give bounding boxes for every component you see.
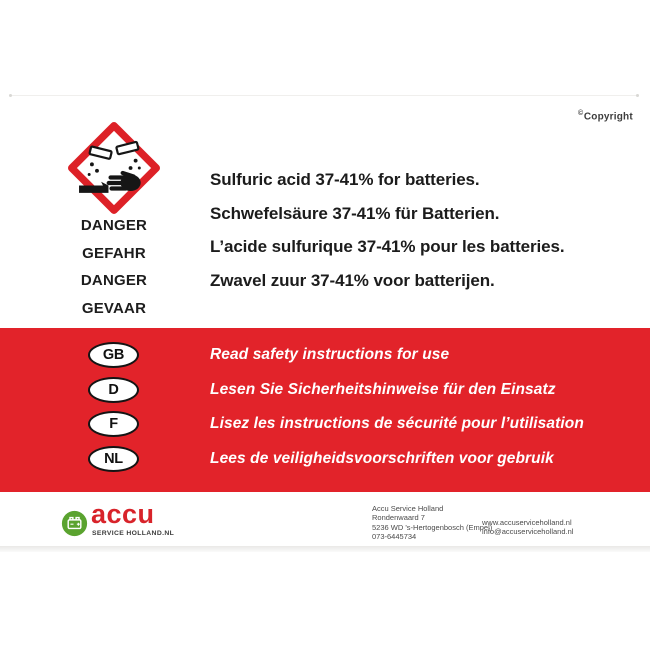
signal-word-fr: DANGER [80, 272, 148, 290]
instruction-text-d: Lesen Sie Sicherheitshinweise für den Einsatz [210, 380, 556, 398]
instruction-text-gb: Read safety instructions for use [210, 346, 450, 364]
product-statements [210, 163, 565, 297]
label-top-edge [10, 95, 638, 96]
language-badge-nl [88, 446, 139, 472]
company-city: 5236 WD 's-Hertogenbosch (Empel) [372, 522, 493, 532]
ghs05-corrosive-pictogram [68, 122, 160, 214]
language-code-d: D [108, 381, 119, 398]
logo-brand-text: accu [91, 499, 155, 529]
language-badge-gb [88, 342, 139, 368]
accu-logo [61, 510, 88, 537]
product-statement-de: Schwefelsäure 37-41% für Batterien. [210, 203, 500, 223]
signal-words [58, 212, 170, 323]
safety-instructions-band [0, 328, 650, 492]
signal-word-nl: GEVAAR [81, 300, 147, 318]
language-badge-d [88, 377, 139, 403]
language-code-gb: GB [102, 347, 125, 364]
product-statement-nl: Zwavel zuur 37-41% voor batterijen. [210, 270, 495, 290]
copyright-notice [578, 110, 633, 122]
instruction-row-nl [0, 442, 650, 477]
instruction-text-nl: Lees de veiligheidsvoorschriften voor gebruik [210, 450, 554, 468]
company-email: info@accuserviceholland.nl [482, 527, 574, 537]
company-address [372, 504, 492, 542]
company-name: Accu Service Holland [372, 504, 444, 513]
logo-subtitle: SERVICE HOLLAND.NL [92, 530, 175, 537]
copyright-symbol: © [578, 110, 584, 117]
label-corner-mark-left [9, 94, 12, 97]
signal-word-de: GEFAHR [82, 244, 146, 262]
instruction-row-gb [0, 338, 650, 373]
instruction-row-f [0, 407, 650, 442]
product-statement-fr: L’acide sulfurique 37-41% pour les batteries. [210, 237, 565, 256]
corrosion-diamond-icon [68, 122, 160, 214]
company-street: Rondenwaard 7 [372, 513, 425, 523]
product-statement-en: Sulfuric acid 37-41% for batteries. [210, 170, 480, 189]
language-badge-f [88, 411, 139, 437]
instruction-text-f: Lisez les instructions de sécurité pour l’utilisation [210, 415, 584, 433]
battery-icon [61, 510, 88, 537]
signal-word-en: DANGER [80, 217, 148, 234]
language-code-f: F [109, 416, 118, 433]
company-contact [482, 518, 573, 537]
company-phone: 073-6445734 [372, 532, 417, 542]
company-website: www.accuserviceholland.nl [482, 518, 572, 527]
label-bottom-edge [0, 546, 650, 552]
copyright-word: Copyright [583, 111, 633, 123]
instruction-row-d [0, 373, 650, 408]
language-code-nl: NL [104, 451, 123, 468]
label-corner-mark-right [636, 94, 639, 97]
